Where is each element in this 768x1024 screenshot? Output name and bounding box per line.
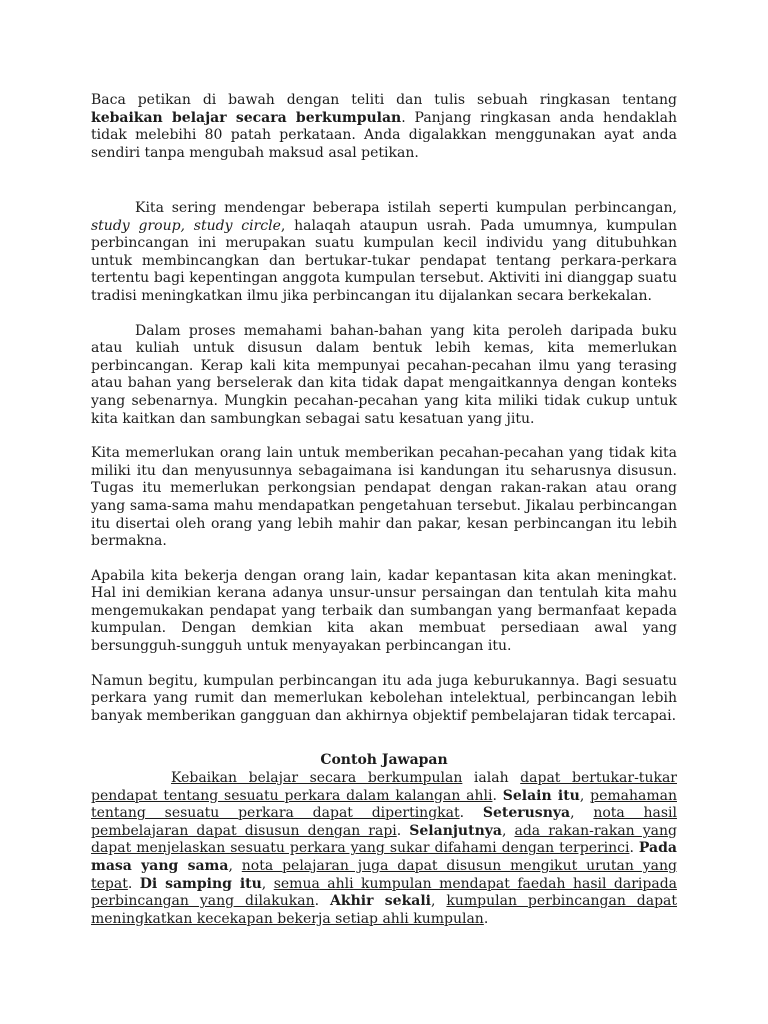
instruction-bold-topic: kebaikan belajar secara berkumpulan [91, 109, 402, 126]
passage-paragraph-4: Apabila kita bekerja dengan orang lain, kadar kepantasan kita akan meningkat. Hal ini demikian kerana adanya unsur-unsur persaingan dan tentulah kita mahu mengemukakan pendapat yang terbaik dan sumbangan yang bermanfaat kepada kumpulan. Dengan demkian kita akan membuat persediaan awal yang bersungguh-sungguh untuk menyayakan perbincangan itu. [91, 567, 677, 655]
answer-punct: , [228, 857, 242, 874]
answer-marker-akhir-sekali: Akhir sekali [330, 893, 431, 910]
answer-punct: . [629, 840, 639, 857]
passage-paragraph-1 [91, 200, 677, 306]
answer-punct: . [492, 787, 503, 804]
answer-title: Contoh Jawapan [320, 752, 448, 768]
answer-punct: , [261, 875, 274, 892]
answer-punct: . [483, 910, 489, 927]
answer-point-3: nota hasil pembelajaran dapat disusun dengan rapi [91, 805, 678, 839]
answer-marker-pada-masa-yang-sama: Pada masa yang sama [91, 840, 677, 874]
passage [91, 200, 677, 742]
passage-p1-text-a: Kita sering mendengar beberapa istilah seperti kumpulan perbincangan, [135, 200, 677, 216]
instruction-text-after: . Panjang ringkasan anda hendaklah tidak melebihi 80 patah perkataan. Anda digalakkan menggunakan ayat anda sendiri tanpa mengubah maksud asal petikan. [91, 109, 677, 161]
answer-point-7: kumpulan perbincangan dapat meningkatkan kecekapan bekerja setiap ahli kumpulan [91, 893, 678, 927]
instruction-text-before: Baca petikan di bawah dengan teliti dan tulis sebuah ringkasan tentang [91, 92, 677, 108]
answer-punct: . [396, 822, 410, 839]
passage-p1-italic: study group, study circle [91, 217, 281, 234]
answer-point-topic: Kebaikan belajar secara berkumpulan [171, 770, 463, 786]
passage-paragraph-2: Dalam proses memahami bahan-bahan yang kita peroleh daripada buku atau kuliah untuk disusun dalam bentuk lebih kemas, kita memerlukan perbincangan. Kerap kali kita mempunyai pecahan-pecahan ilmu yang terasing atau bahan yang berselerak dan kita tidak dapat mengaitkannya dengan konteks yang sebenarnya. Mungkin pecahan-pecahan yang kita miliki tidak cukup untuk kita kaitkan dan sambungkan sebagai satu kesatuan yang jitu. [91, 322, 677, 427]
answer-point-4: ada rakan-rakan yang dapat menjelaskan sesuatu perkara yang sukar difahami dengan terperinci [91, 822, 677, 857]
instruction-paragraph [91, 92, 677, 162]
answer-connector: ialah [462, 770, 521, 786]
answer-punct: , [431, 893, 447, 910]
answer-punct: . [314, 893, 331, 910]
answer-point-5: nota pelajaran juga dapat disusun mengikut urutan yang tepat [91, 857, 677, 892]
answer-point-6: semua ahli kumpulan mendapat faedah hasil daripada perbincangan yang dilakukan [91, 875, 678, 910]
answer-punct: . [127, 875, 140, 892]
passage-paragraph-3: Kita memerlukan orang lain untuk memberikan pecahan-pecahan yang tidak kita miliki itu dan menyusunnya sebagaimana isi kandungan itu seharusnya disusun. Tugas itu memerlukan perkongsian pendapat dengan rakan-rakan atau orang yang sama-sama mahu mendapatkan pengetahuan tersebut. Jikalau perbincangan itu disertai oleh orang yang lebih mahir dan pakar, kesan perbincangan itu lebih bermakna. [91, 445, 677, 550]
answer-point-1: dapat bertukar-tukar pendapat tentang sesuatu perkara dalam kalangan ahli [91, 770, 677, 804]
answer-marker-seterusnya: Seterusnya [482, 805, 571, 822]
answer-point-2: pemahaman tentang sesuatu perkara dapat dipertingkat [91, 787, 677, 822]
answer-punct: , [570, 805, 594, 822]
sample-answer [91, 770, 677, 928]
answer-punct: . [459, 805, 483, 822]
passage-p1-text-b: , halaqah ataupun usrah. Pada umumnya, kumpulan perbincangan ini merupakan suatu kumpulan kecil individu yang ditubuhkan untuk membincangkan dan bertukar-tukar pendapat tentang perkara-perkara tertentu bagi kepentingan anggota kumpulan tersebut. Aktiviti ini dianggap suatu tradisi meningkatkan ilmu jika perbincangan itu dijalankan secara berkekalan. [91, 217, 677, 304]
answer-punct: , [501, 822, 515, 839]
answer-marker-selain-itu: Selain itu [502, 787, 580, 804]
passage-paragraph-5: Namun begitu, kumpulan perbincangan itu ada juga keburukannya. Bagi sesuatu perkara yang rumit dan memerlukan kebolehan intelektual, perbincangan lebih banyak memberikan gangguan dan akhirnya objektif pembelajaran tidak tercapai. [91, 672, 677, 724]
answer-marker-di-samping-itu: Di samping itu [139, 875, 262, 892]
answer-marker-selanjutnya: Selanjutnya [409, 822, 502, 839]
answer-punct: , [579, 787, 591, 804]
